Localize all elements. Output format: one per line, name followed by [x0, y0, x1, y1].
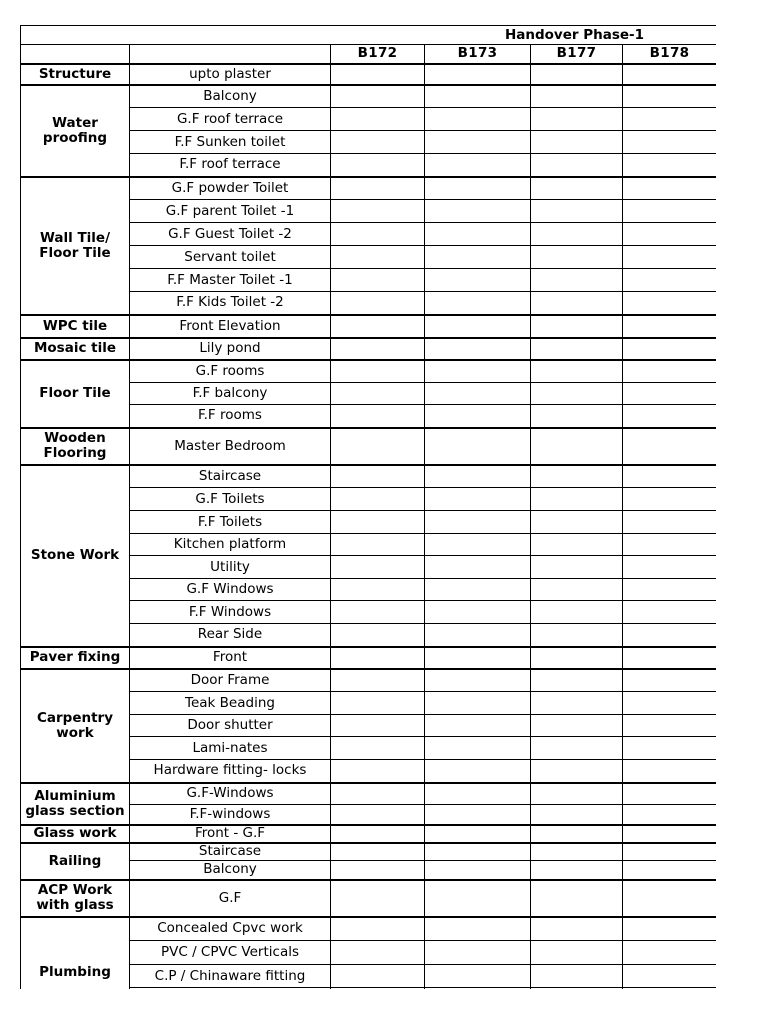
item-cell: C.P / Chinaware fitting: [130, 965, 331, 988]
category-cell: Wooden Flooring: [21, 428, 130, 465]
status-cell[interactable]: [425, 917, 531, 941]
status-cell[interactable]: [623, 64, 717, 85]
status-cell[interactable]: [623, 579, 717, 601]
status-cell[interactable]: [425, 246, 531, 269]
status-cell[interactable]: [425, 669, 531, 692]
status-cell[interactable]: [425, 511, 531, 534]
status-cell[interactable]: [425, 269, 531, 292]
status-cell[interactable]: [623, 85, 717, 108]
status-cell[interactable]: [531, 488, 623, 511]
category-cell: Mosaic tile: [21, 338, 130, 360]
item-cell: F.F balcony: [130, 383, 331, 405]
item-cell: Door shutter: [130, 715, 331, 737]
status-cell[interactable]: [331, 200, 425, 223]
item-cell: G.F Toilets: [130, 488, 331, 511]
status-cell[interactable]: [623, 647, 717, 669]
status-cell[interactable]: [531, 647, 623, 669]
item-cell: G.F parent Toilet -1: [130, 200, 331, 223]
status-cell[interactable]: [531, 760, 623, 783]
status-cell[interactable]: [623, 988, 717, 990]
status-cell[interactable]: [531, 360, 623, 383]
status-cell[interactable]: [331, 246, 425, 269]
status-cell[interactable]: [623, 880, 717, 917]
category-cell: Carpentry work: [21, 669, 130, 783]
status-cell[interactable]: [531, 965, 623, 988]
status-cell[interactable]: [425, 360, 531, 383]
table-row: [21, 360, 717, 383]
status-cell[interactable]: [331, 534, 425, 556]
status-cell[interactable]: [531, 861, 623, 880]
status-cell[interactable]: [425, 428, 531, 465]
status-cell[interactable]: [331, 405, 425, 428]
category-cell: ACP Work with glass: [21, 880, 130, 917]
table-row: [21, 783, 717, 805]
status-cell[interactable]: [531, 131, 623, 154]
table-row: [21, 428, 717, 465]
status-cell[interactable]: [531, 669, 623, 692]
status-cell[interactable]: [531, 880, 623, 917]
status-cell[interactable]: [331, 360, 425, 383]
status-cell[interactable]: [331, 805, 425, 825]
item-cell: Servant toilet: [130, 246, 331, 269]
status-cell[interactable]: [623, 200, 717, 223]
status-cell[interactable]: [623, 383, 717, 405]
sheet-title: Handover Phase-1: [21, 26, 717, 45]
column-header: B177: [531, 45, 623, 64]
status-cell[interactable]: [331, 465, 425, 488]
status-cell[interactable]: [425, 941, 531, 965]
status-cell[interactable]: [331, 85, 425, 108]
status-cell[interactable]: [531, 64, 623, 85]
status-cell[interactable]: [425, 692, 531, 715]
status-cell[interactable]: [425, 488, 531, 511]
status-cell[interactable]: [331, 223, 425, 246]
category-cell: Aluminium glass section: [21, 783, 130, 825]
status-cell[interactable]: [623, 154, 717, 177]
status-cell[interactable]: [531, 579, 623, 601]
status-cell[interactable]: [531, 292, 623, 315]
status-cell[interactable]: [531, 988, 623, 990]
status-cell[interactable]: [531, 338, 623, 360]
status-cell[interactable]: [531, 200, 623, 223]
status-cell[interactable]: [623, 465, 717, 488]
item-cell: Master Bedroom: [130, 428, 331, 465]
status-cell[interactable]: [331, 269, 425, 292]
status-cell[interactable]: [331, 783, 425, 805]
item-cell: Front - G.F: [130, 825, 331, 843]
status-cell[interactable]: [331, 601, 425, 624]
status-cell[interactable]: [531, 941, 623, 965]
header-blank-item: [130, 45, 331, 64]
status-cell[interactable]: [623, 805, 717, 825]
status-cell[interactable]: [531, 825, 623, 843]
item-cell: Kitchen platform: [130, 534, 331, 556]
status-cell[interactable]: [425, 465, 531, 488]
status-cell[interactable]: [623, 405, 717, 428]
item-cell: Balcony: [130, 861, 331, 880]
item-cell: [130, 988, 331, 990]
column-header-row: [21, 45, 717, 64]
item-cell: Front: [130, 647, 331, 669]
status-cell[interactable]: [331, 383, 425, 405]
category-cell: Paver fixing: [21, 647, 130, 669]
status-cell[interactable]: [623, 292, 717, 315]
item-cell: F.F Sunken toilet: [130, 131, 331, 154]
status-cell[interactable]: [623, 534, 717, 556]
status-cell[interactable]: [531, 465, 623, 488]
status-cell[interactable]: [425, 579, 531, 601]
title-row: [21, 26, 717, 45]
status-cell[interactable]: [531, 715, 623, 737]
category-cell: Glass work: [21, 825, 130, 843]
status-cell[interactable]: [331, 338, 425, 360]
status-cell[interactable]: [425, 737, 531, 760]
item-cell: G.F powder Toilet: [130, 177, 331, 200]
status-cell[interactable]: [623, 246, 717, 269]
item-cell: G.F: [130, 880, 331, 917]
status-cell[interactable]: [623, 269, 717, 292]
status-cell[interactable]: [331, 624, 425, 647]
item-cell: G.F Windows: [130, 579, 331, 601]
column-header: B172: [331, 45, 425, 64]
item-cell: PVC / CPVC Verticals: [130, 941, 331, 965]
item-cell: Staircase: [130, 465, 331, 488]
status-cell[interactable]: [531, 154, 623, 177]
category-cell: Floor Tile: [21, 360, 130, 428]
category-cell: Railing: [21, 843, 130, 880]
status-cell[interactable]: [623, 669, 717, 692]
item-cell: F.F-windows: [130, 805, 331, 825]
status-cell[interactable]: [331, 669, 425, 692]
status-cell[interactable]: [425, 624, 531, 647]
item-cell: upto plaster: [130, 64, 331, 85]
table-row: [21, 315, 717, 338]
item-cell: F.F rooms: [130, 405, 331, 428]
status-cell[interactable]: [623, 737, 717, 760]
status-cell[interactable]: [531, 246, 623, 269]
item-cell: Lami-nates: [130, 737, 331, 760]
status-cell[interactable]: [425, 647, 531, 669]
status-cell[interactable]: [331, 556, 425, 579]
status-cell[interactable]: [425, 556, 531, 579]
status-cell[interactable]: [425, 315, 531, 338]
status-cell[interactable]: [623, 131, 717, 154]
status-cell[interactable]: [331, 965, 425, 988]
status-cell[interactable]: [425, 85, 531, 108]
item-cell: Staircase: [130, 843, 331, 861]
category-cell: WPC tile: [21, 315, 130, 338]
status-cell[interactable]: [331, 715, 425, 737]
status-cell[interactable]: [623, 783, 717, 805]
status-cell[interactable]: [623, 624, 717, 647]
status-cell[interactable]: [531, 511, 623, 534]
column-header: B173: [425, 45, 531, 64]
item-cell: F.F Windows: [130, 601, 331, 624]
status-cell[interactable]: [531, 601, 623, 624]
status-cell[interactable]: [425, 154, 531, 177]
status-cell[interactable]: [623, 843, 717, 861]
status-cell[interactable]: [531, 556, 623, 579]
item-cell: Teak Beading: [130, 692, 331, 715]
header-blank-category: [21, 45, 130, 64]
status-cell[interactable]: [623, 315, 717, 338]
status-cell[interactable]: [623, 360, 717, 383]
category-cell: Stone Work: [21, 465, 130, 647]
status-cell[interactable]: [531, 805, 623, 825]
status-cell[interactable]: [331, 292, 425, 315]
status-cell[interactable]: [531, 534, 623, 556]
item-cell: G.F roof terrace: [130, 108, 331, 131]
table-row: [21, 338, 717, 360]
column-header: B178: [623, 45, 717, 64]
status-cell[interactable]: [623, 511, 717, 534]
status-cell[interactable]: [331, 737, 425, 760]
status-cell[interactable]: [331, 880, 425, 917]
status-cell[interactable]: [531, 428, 623, 465]
status-cell[interactable]: [331, 988, 425, 990]
status-cell[interactable]: [531, 405, 623, 428]
status-cell[interactable]: [425, 861, 531, 880]
table-row: [21, 669, 717, 692]
status-cell[interactable]: [425, 965, 531, 988]
table-row: [21, 843, 717, 861]
status-cell[interactable]: [425, 534, 531, 556]
status-cell[interactable]: [425, 108, 531, 131]
status-cell[interactable]: [331, 154, 425, 177]
status-cell[interactable]: [331, 108, 425, 131]
item-cell: G.F-Windows: [130, 783, 331, 805]
status-cell[interactable]: [531, 624, 623, 647]
status-cell[interactable]: [623, 861, 717, 880]
status-cell[interactable]: [531, 383, 623, 405]
status-cell[interactable]: [623, 428, 717, 465]
status-cell[interactable]: [425, 760, 531, 783]
status-cell[interactable]: [531, 223, 623, 246]
status-cell[interactable]: [531, 177, 623, 200]
status-cell[interactable]: [531, 85, 623, 108]
status-cell[interactable]: [425, 825, 531, 843]
status-cell[interactable]: [331, 760, 425, 783]
status-cell[interactable]: [331, 825, 425, 843]
status-cell[interactable]: [425, 200, 531, 223]
status-cell[interactable]: [623, 108, 717, 131]
status-cell[interactable]: [531, 783, 623, 805]
table-row: [21, 85, 717, 108]
item-cell: F.F Toilets: [130, 511, 331, 534]
status-cell[interactable]: [623, 177, 717, 200]
status-cell[interactable]: [331, 177, 425, 200]
status-cell[interactable]: [531, 917, 623, 941]
handover-sheet: [20, 25, 716, 989]
category-cell: Structure: [21, 64, 130, 85]
status-cell[interactable]: [331, 488, 425, 511]
status-cell[interactable]: [425, 880, 531, 917]
handover-table: [20, 25, 716, 989]
status-cell[interactable]: [331, 579, 425, 601]
status-cell[interactable]: [425, 338, 531, 360]
item-cell: Rear Side: [130, 624, 331, 647]
status-cell[interactable]: [425, 843, 531, 861]
item-cell: Door Frame: [130, 669, 331, 692]
item-cell: Front Elevation: [130, 315, 331, 338]
item-cell: Hardware fitting- locks: [130, 760, 331, 783]
table-row: [21, 880, 717, 917]
item-cell: Concealed Cpvc work: [130, 917, 331, 941]
status-cell[interactable]: [623, 715, 717, 737]
item-cell: Lily pond: [130, 338, 331, 360]
status-cell[interactable]: [623, 760, 717, 783]
status-cell[interactable]: [331, 315, 425, 338]
status-cell[interactable]: [331, 941, 425, 965]
status-cell[interactable]: [623, 825, 717, 843]
status-cell[interactable]: [425, 64, 531, 85]
status-cell[interactable]: [531, 269, 623, 292]
status-cell[interactable]: [425, 131, 531, 154]
status-cell[interactable]: [331, 843, 425, 861]
status-cell[interactable]: [531, 692, 623, 715]
status-cell[interactable]: [531, 315, 623, 338]
item-cell: G.F Guest Toilet -2: [130, 223, 331, 246]
status-cell[interactable]: [531, 843, 623, 861]
table-row: [21, 465, 717, 488]
category-cell: Water proofing: [21, 85, 130, 177]
item-cell: Utility: [130, 556, 331, 579]
status-cell[interactable]: [623, 338, 717, 360]
status-cell[interactable]: [425, 223, 531, 246]
status-cell[interactable]: [531, 108, 623, 131]
status-cell[interactable]: [623, 941, 717, 965]
status-cell[interactable]: [623, 917, 717, 941]
status-cell[interactable]: [623, 488, 717, 511]
table-row: [21, 177, 717, 200]
status-cell[interactable]: [331, 917, 425, 941]
table-row: [21, 917, 717, 941]
table-row: [21, 825, 717, 843]
status-cell[interactable]: [623, 692, 717, 715]
category-cell: Plumbing: [21, 917, 130, 990]
item-cell: Balcony: [130, 85, 331, 108]
status-cell[interactable]: [425, 292, 531, 315]
status-cell[interactable]: [425, 805, 531, 825]
item-cell: F.F Kids Toilet -2: [130, 292, 331, 315]
status-cell[interactable]: [331, 131, 425, 154]
status-cell[interactable]: [331, 428, 425, 465]
status-cell[interactable]: [623, 965, 717, 988]
status-cell[interactable]: [425, 405, 531, 428]
status-cell[interactable]: [425, 601, 531, 624]
table-row: [21, 647, 717, 669]
status-cell[interactable]: [531, 737, 623, 760]
item-cell: G.F rooms: [130, 360, 331, 383]
table-row: [21, 64, 717, 85]
status-cell[interactable]: [623, 223, 717, 246]
status-cell[interactable]: [331, 692, 425, 715]
status-cell[interactable]: [425, 383, 531, 405]
status-cell[interactable]: [331, 861, 425, 880]
status-cell[interactable]: [623, 556, 717, 579]
status-cell[interactable]: [331, 64, 425, 85]
item-cell: F.F Master Toilet -1: [130, 269, 331, 292]
category-cell: Wall Tile/ Floor Tile: [21, 177, 130, 315]
status-cell[interactable]: [425, 988, 531, 990]
status-cell[interactable]: [425, 783, 531, 805]
status-cell[interactable]: [425, 715, 531, 737]
status-cell[interactable]: [331, 511, 425, 534]
item-cell: F.F roof terrace: [130, 154, 331, 177]
status-cell[interactable]: [623, 601, 717, 624]
status-cell[interactable]: [425, 177, 531, 200]
status-cell[interactable]: [331, 647, 425, 669]
